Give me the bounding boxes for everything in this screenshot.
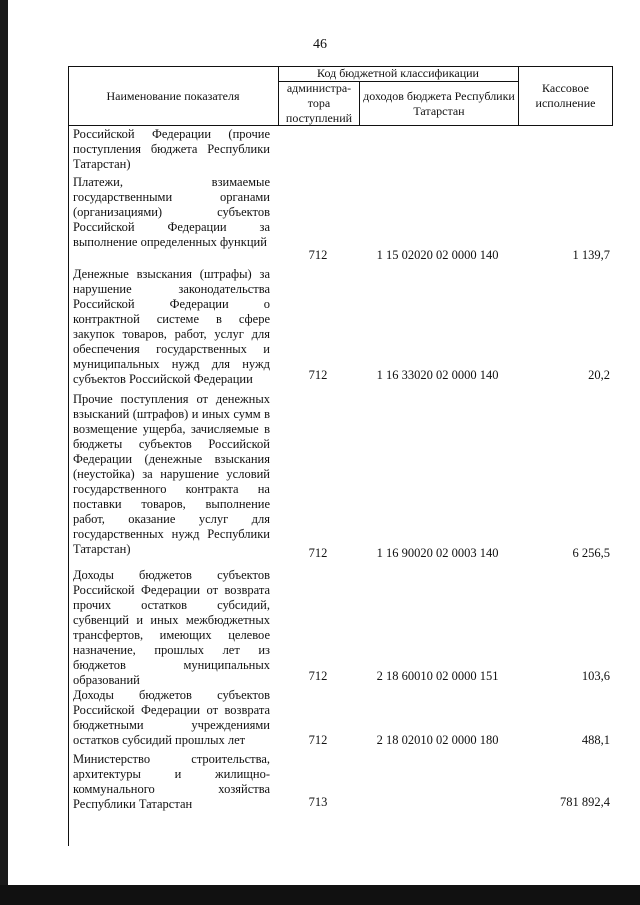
row-amount: 6 256,5 [572,546,610,560]
row-amount: 103,6 [581,669,610,683]
col-exec-header: Кассовое исполнение [535,81,596,110]
row-name: Доходы бюджетов субъектов Российской Федерации от возврата прочих остатков субсидий, субвенций и иных межбюджетных трансфертов, имеющих целевое назначение, прошлых лет из бюджетов муниципальных образований [73,568,270,687]
row-name: Платежи, взимаемые государственными органами (организациями) субъектов Российской Федерации за выполнение определенных функций [73,175,270,249]
col-income-header: доходов бюджета Республики Татарстан [363,88,515,118]
row-name: Прочие поступления от денежных взысканий (штрафов) и иных сумм в возмещение ущерба, зачисляемые в бюджеты субъектов Российской Федерации (денежные взыскания (неустойка) за нарушение условий государственного контракта на поставки товаров, выполнение работ, оказание услуг для государственных нужд Республики Татарстан) [73,392,270,556]
row-amount: 488,1 [581,733,610,747]
row-code: 1 16 33020 02 0000 140 [376,368,499,382]
row-name: Министерство строительства, архитектуры и жилищно-коммунального хозяйства Республики Татарстан [73,752,270,811]
row-name: Российской Федерации (прочие поступления бюджета Республики Татарстан) [73,127,270,171]
col-admin-header: администра-тора поступлений [285,81,353,125]
table-left-border [68,126,69,846]
row-admin: 713 [308,795,328,809]
row-admin: 712 [308,733,328,747]
row-code: 1 16 90020 02 0003 140 [376,546,499,560]
header-right-border [612,66,613,126]
scan-bottom-bar [0,885,640,905]
row-code: 2 18 60010 02 0000 151 [376,669,499,683]
row-admin: 712 [308,368,328,382]
scan-left-edge [0,0,8,905]
row-amount: 781 892,4 [560,795,610,809]
row-name: Доходы бюджетов субъектов Российской Федерации от возврата бюджетными учреждениями остатков субсидий прошлых лет [73,688,270,747]
row-code: 2 18 02010 02 0000 180 [376,733,499,747]
row-amount: 20,2 [588,368,610,382]
budget-code-group-header: Код бюджетной классификации [317,66,479,80]
row-amount: 1 139,7 [572,248,610,262]
row-admin: 712 [308,669,328,683]
row-name: Денежные взыскания (штрафы) за нарушение законодательства Российской Федерации о контрактной системе в сфере закупок товаров, работ, услуг для обеспечения государственных и муниципальных нужд для нужд субъектов Российской Федерации [73,267,270,386]
row-code: 1 15 02020 02 0000 140 [376,248,499,262]
page-number: 46 [313,37,327,52]
col-name-header: Наименование показателя [106,88,240,103]
table-header [68,66,613,126]
row-admin: 712 [308,248,328,262]
row-admin: 712 [308,546,328,560]
